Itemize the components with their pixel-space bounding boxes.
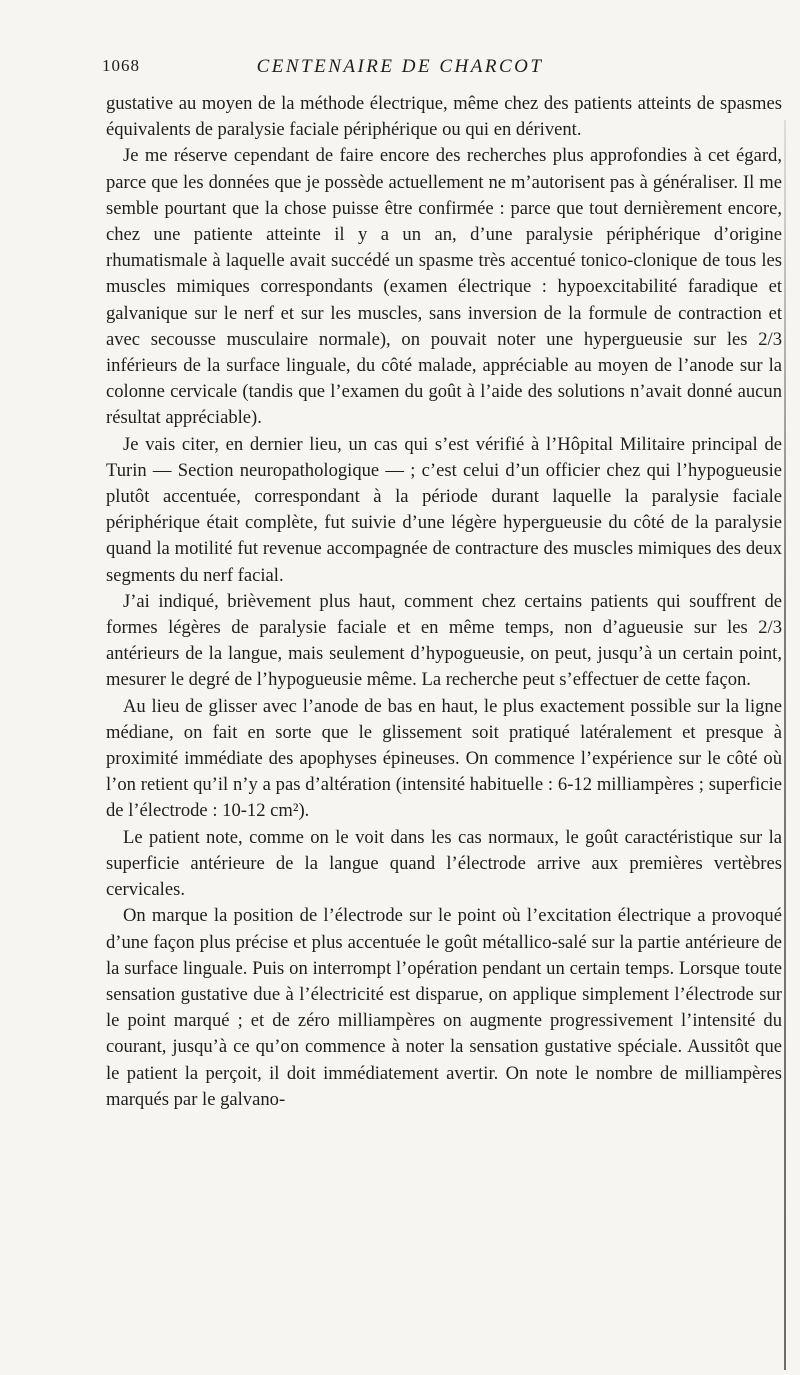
page-number: 1068: [102, 56, 140, 75]
paragraph-2: Je me réserve cependant de faire encore des recherches plus approfondies à cet égard, parce que les données que je possède actuellement ne m’autorisent pas à généraliser. Il me semble pourtant que la chose puisse être confirmée : parce que tout dernièrement encore, chez une patiente atteinte il y a un an, d’une paralysie périphérique d’origine rhumatismale à laquelle avait succédé un spasme très accentué tonico-clonique de tous les muscles mimiques correspondants (examen électrique : hypoexcitabilité faradique et galvanique sur le nerf et sur les muscles, sans inversion de la formule de contraction et avec secousse musculaire normale), on pouvait noter une hypergueusie sur les 2/3 inférieurs de la surface linguale, du côté malade, appréciable au moyen de l’anode sur la colonne cervicale (tandis que l’examen du goût à l’aide des solutions n’avait donné aucun résultat appréciable).: [106, 145, 782, 429]
page-header: [0, 56, 800, 84]
paragraph-6: Le patient note, comme on le voit dans les cas normaux, le goût caractéristique sur la superficie antérieure de la langue quand l’électrode arrive aux premières vertèbres cervicales.: [106, 826, 782, 901]
paragraph-4: J’ai indiqué, brièvement plus haut, comment chez certains patients qui souffrent de formes légères de paralysie faciale et en même temps, non d’agueusie sur les 2/3 antérieurs de la langue, mais seulement d’hypogueusie, on peut, jusqu’à un certain point, mesurer le degré de l’hypogueusie même. La recherche peut s’effectuer de cette façon.: [106, 590, 782, 691]
paragraph-5: Au lieu de glisser avec l’anode de bas en haut, le plus exactement possible sur la ligne médiane, on fait en sorte que le glissement soit pratiqué latéralement et presque à proximité immédiate des apophyses épineuses. On commence l’expérience sur le côté où l’on retient qu’il n’y a pas d’altération (intensité habituelle : 6-12 milliampères ; superficie de l’électrode : 10-12 cm²).: [106, 695, 782, 822]
body-text: [106, 91, 782, 1113]
paragraph-3: Je vais citer, en dernier lieu, un cas qui s’est vérifié à l’Hôpital Militaire principal de Turin — Section neuropathologique — ; c’est celui d’un officier chez qui l’hypogueusie plutôt accentuée, correspondant à la période durant laquelle la paralysie faciale périphérique était complète, fut suivie d’une légère hypergueusie du côté de la paralysie quand la motilité fut revenue accompagnée de contracture des muscles mimiques des deux segments du nerf facial.: [106, 433, 782, 586]
page-edge-shadow: [784, 120, 786, 1370]
running-title: CENTENAIRE DE CHARCOT: [256, 56, 544, 77]
paragraph-1: gustative au moyen de la méthode électrique, même chez des patients atteints de spasmes équivalents de paralysie faciale périphérique ou qui en dérivent.: [106, 93, 782, 141]
paragraph-7: On marque la position de l’électrode sur le point où l’excitation électrique a provoqué d’une façon plus précise et plus accentuée le goût métallico-salé sur la partie antérieure de la surface linguale. Puis on interrompt l’opération pendant un certain temps. Lorsque toute sensation gustative due à l’électricité est disparue, on applique simplement l’électrode sur le point marqué ; et de zéro milliampères on augmente progressivement l’intensité du courant, jusqu’à ce qu’on commence à noter la sensation gustative spéciale. Aussitôt que le patient la perçoit, il doit immédiatement avertir. On note le nombre de milliampères marqués par le galvano-: [106, 905, 782, 1110]
